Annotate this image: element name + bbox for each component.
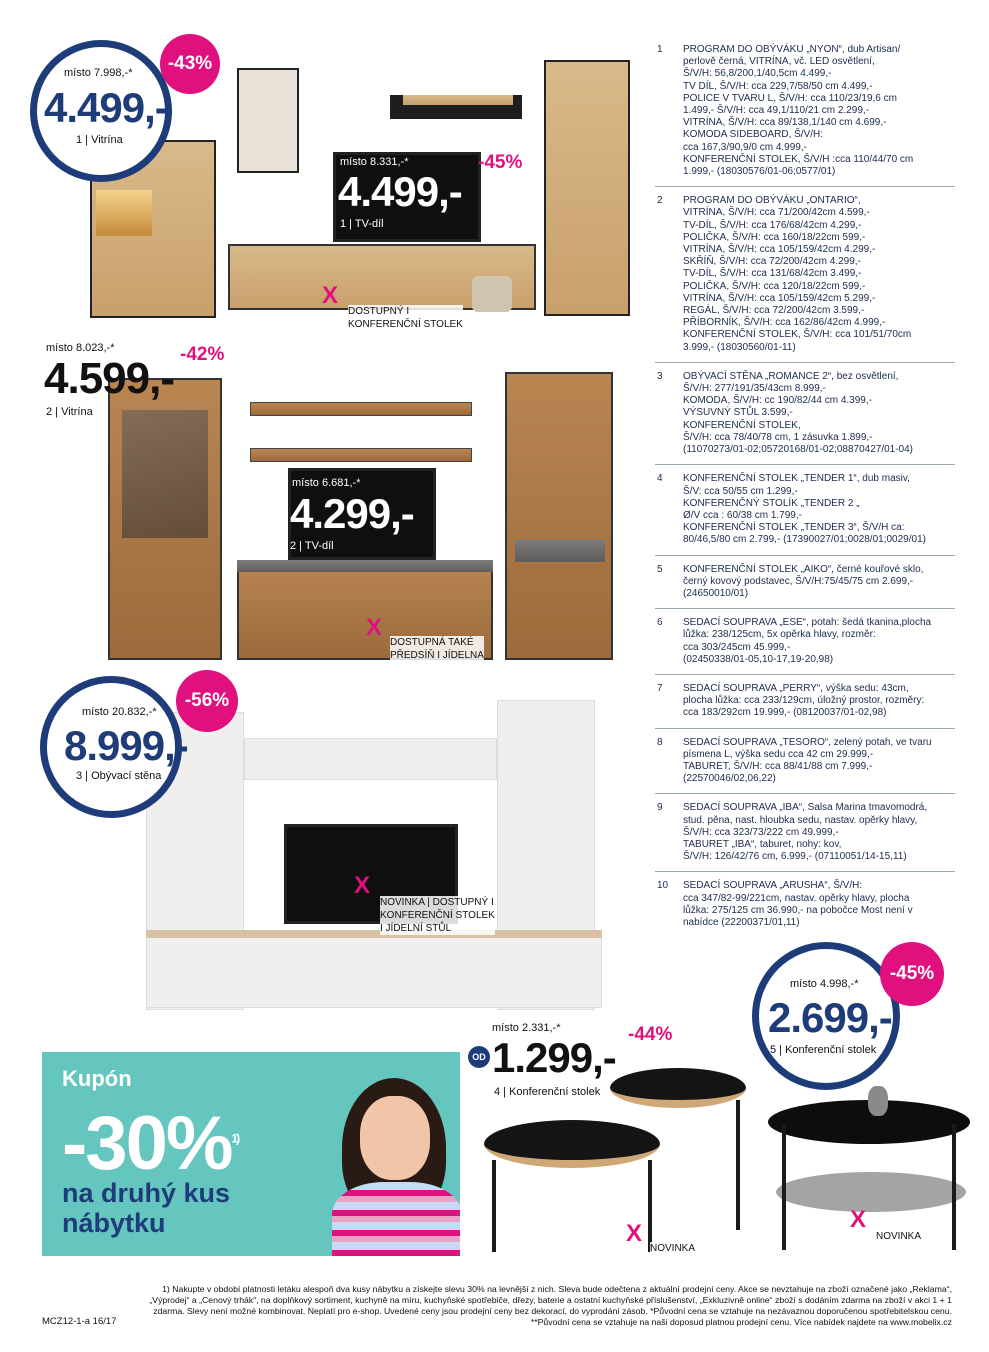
list-item-number: 10 [657, 880, 669, 892]
price-tv1: 4.499,- [338, 168, 462, 215]
aiko-table-shelf [776, 1172, 966, 1212]
price-3: 8.999,- [64, 722, 188, 769]
list-item-line: KONFERENČNÍ STOLEK „AIKO“, černé kouřové sklo, [683, 563, 924, 575]
list-item-line: TV-DÍL, Š/V/H: cca 131/68/42cm 3.499,- [683, 268, 862, 280]
list-item-line: cca 303/245cm 45.999,- [683, 641, 791, 653]
aiko-leg-l [782, 1124, 786, 1250]
old-price-1: místo 7.998,-* [64, 67, 133, 79]
caption-2: 2 | Vitrína [46, 406, 93, 418]
list-item-line: OBÝVACÍ STĚNA „ROMANCE 2“, bez osvětlení, [683, 370, 899, 382]
vitrine-glass-small [237, 68, 299, 173]
list-item-number: 8 [657, 736, 663, 748]
old-price-2: místo 8.023,-* [46, 342, 115, 354]
x-marker-2: X [366, 614, 383, 641]
list-item-line: KONFERENČNÍ STOLEK „TENDER 3“, Š/V/H ca: [683, 522, 905, 534]
wall-shelf-top [403, 95, 513, 105]
list-item-line: Š/V/H: 126/42/76 cm, 6.999,- (07110051/14-15,11) [683, 851, 907, 863]
note-1: DOSTUPNÝ I KONFERENČNÍ STOLEK [348, 306, 463, 330]
price-2: 4.599,- [44, 354, 174, 403]
list-item-line: 1.999,- (18030576/01-06;0577/01) [683, 166, 836, 178]
tender-table-small-leg [736, 1100, 740, 1230]
old-price-5: místo 4.998,-* [790, 978, 859, 990]
caption-4: 4 | Konferenční stolek [494, 1086, 601, 1098]
list-item-number: 3 [657, 370, 663, 382]
aiko-vase [868, 1086, 888, 1116]
list-item-line: Š/V: cca 50/55 cm 1.299,- [683, 485, 798, 497]
note-4: NOVINKA [650, 1243, 696, 1254]
old-price-4: místo 2.331,-* [492, 1022, 561, 1034]
tender-table-large-top [484, 1120, 660, 1168]
coupon-banner [42, 1052, 460, 1256]
tender-table-large-leg-r [648, 1160, 652, 1252]
list-item-number: 7 [657, 682, 663, 694]
list-item-line: KONFERENČNÝ STOLÍK „TENDER 2 „ [683, 497, 860, 509]
tender-table-large-leg-l [492, 1160, 496, 1252]
x-marker-3: X [354, 872, 371, 899]
list-item-line: TV DÍL, Š/V/H: cca 229,7/58/50 cm 4.499,- [683, 80, 873, 92]
pouf [472, 276, 512, 312]
list-item-line: perlově černá, VITRÍNA, vč. LED osvětlení, [683, 56, 875, 68]
old-price-3: místo 20.832,-* [82, 706, 157, 718]
list-item-line: (11070273/01-02;05720168/01-02;08870427/01-04) [683, 444, 914, 456]
list-item-line: lůžka: 275/125 cm 36.990,- na pobočce Most není v [683, 904, 913, 916]
price-1: 4.499,- [44, 84, 168, 131]
price-4: 1.299,- [492, 1034, 616, 1081]
od-badge: OD [468, 1046, 490, 1068]
caption-tv1: 1 | TV-díl [340, 218, 384, 230]
list-item-line: 80/46,5/80 cm 2.799,- (17390027/01;0028/01;0029/01) [683, 534, 926, 546]
shelf-top [250, 402, 472, 416]
tall-cabinet-right [544, 60, 630, 316]
x-marker-1: X [322, 282, 339, 309]
list-item-line: REGÁL, Š/V/H: cca 72/200/42cm 3.599,- [683, 305, 865, 317]
list-item-line: SEDACÍ SOUPRAVA „IBA“, Salsa Marina tmavomodrá, [683, 802, 928, 814]
caption-3: 3 | Obývací stěna [76, 770, 162, 782]
list-item-line: SKŘÍŇ, Š/V/H: cca 72/200/42cm 4.299,- [683, 256, 861, 268]
list-item-number: 6 [657, 617, 663, 629]
woman-face [360, 1096, 430, 1180]
list-item [655, 44, 955, 187]
woman-sweater [332, 1182, 460, 1256]
footer-disclaimer: 1) Nakupte v období platnosti letáku alespoň dva kusy nábytku a získejte slevu 30% na levnější z nich. Sleva bude odečtena z aktuální prodejní ceny. Akce se nevztahuje na zboží označené jako „Reklama“, „Výprodej“ a „Cenový trhák“, na doplňkový sortiment, kuchyně na míru, kuchyňské spotřebiče, dřezy, baterie a ostatní kuchyňské příslušenství, „Exkluzivně online“ zboží s dodáním zdarma na zboží v akci 1 + 1 zdarma. Slevy není možné kombinovat. Neplatí pro e-shop. Uvedené ceny jsou prodejní ceny bez dekorací, do vyprodání zásob. *Původní cena se vztahuje na nezávaznou doporučenou spotřebitelskou cenu. **Původní cena se vztahuje na naši doposud platnou prodejní cenu. Více nabídek najdete na www.mobelix.cz [149, 1284, 952, 1327]
price-tv2: 4.299,- [290, 490, 414, 537]
discount-badge-5: -45% [880, 942, 944, 1006]
list-item-number: 2 [657, 195, 663, 207]
list-item-line: POLIČKA, Š/V/H: cca 120/18/22cm 599,- [683, 280, 866, 292]
list-item [655, 473, 955, 555]
list-item-line: SEDACÍ SOUPRAVA „ARUSHA“, Š/V/H: [683, 880, 863, 892]
list-item-line: TABURET, Š/V/H: cca 88/41/88 cm 7.999,- [683, 760, 873, 772]
list-item-line: cca 183/292cm 19.999,- (08120037/01-02,98) [683, 707, 887, 719]
list-item-line: SEDACÍ SOUPRAVA „PERRY“, výška sedu: 43cm, [683, 682, 909, 694]
list-item-line: VITRÍNA, Š/V/H: cca 71/200/42cm 4.599,- [683, 207, 870, 219]
note-5: NOVINKA [876, 1231, 922, 1242]
vitrine-left-light [96, 190, 152, 236]
old-price-tv2: místo 6.681,-* [292, 477, 361, 489]
list-item [655, 195, 955, 363]
list-item-line: SEDACÍ SOUPRAVA „TESORO“, zelený potah, ve tvaru [683, 736, 932, 748]
tender-table-small-top [610, 1068, 746, 1108]
tv-unit-2-top [237, 560, 493, 572]
list-item-line: Š/V/H: cca 78/40/78 cm, 1 zásuvka 1.899,- [683, 431, 873, 443]
list-item-line: VITRÍNA, Š/V/H: cca 105/159/42cm 4.299,- [683, 244, 876, 256]
list-item-line: stud. pěna, nast. hloubka sedu, nastav. opěrky hlavy, [683, 814, 918, 826]
x-marker-5: X [850, 1206, 867, 1233]
list-item [655, 737, 955, 795]
list-item-line: písmena L, výška sedu cca 42 cm 29.999,- [683, 748, 874, 760]
list-item-line: lůžka: 238/125cm, 5x opěrka hlavy, rozměr: [683, 629, 876, 641]
product-list [655, 44, 955, 945]
discount-badge-1: -43% [160, 34, 220, 94]
list-item [655, 802, 955, 872]
list-item-line: KOMODA, Š/V/H: cc 190/82/44 cm 4.399,- [683, 395, 872, 407]
old-price-tv1: místo 8.331,-* [340, 156, 409, 168]
list-item-line: VÝSUVNÝ STŮL 3.599,- [683, 407, 793, 419]
romance-bridge [244, 738, 497, 780]
list-item-line: (24650010/01) [683, 587, 749, 599]
list-item [655, 880, 955, 937]
note-2: DOSTUPNÁ TAKÉ PŘEDSÍŇ I JÍDELNA [390, 637, 484, 661]
list-item-line: Š/V/H: cca 323/73/222 cm 49.999,- [683, 826, 839, 838]
shelf-mid [250, 448, 472, 462]
list-item-line: Š/V/H: 56,8/200,1/40,5cm 4.499,- [683, 68, 832, 80]
list-item [655, 371, 955, 465]
list-item-number: 5 [657, 563, 663, 575]
coupon-value: -30%$^{1)}$ [62, 1101, 239, 1186]
list-item-line: 1.499,- Š/V/H: cca 49,1/110/21 cm 2.299,- [683, 105, 870, 117]
list-item [655, 617, 955, 675]
list-item-line: 3.999,- (18030560/01-11) [683, 341, 796, 353]
list-item [655, 683, 955, 729]
list-item-line: černý kovový podstavec, Š/V/H:75/45/75 cm 2.699,- [683, 575, 914, 587]
coupon-title: Kupón [62, 1066, 132, 1091]
list-item-line: POLICE V TVARU L, Š/V/H: cca 110/23/19,6 cm [683, 92, 897, 104]
bookcase-2-drawer [515, 540, 605, 562]
price-5: 2.699,- [768, 994, 892, 1041]
list-item-line: PROGRAM DO OBÝVÁKU „NYON“, dub Artisan/ [683, 44, 901, 55]
list-item-line: plocha lůžka: cca 233/129cm, úložný prostor, rozměry: [683, 695, 925, 707]
aiko-leg-r [952, 1124, 956, 1250]
x-marker-4: X [626, 1220, 643, 1247]
list-item-line: Ø/V cca : 60/38 cm 1.799,- [683, 509, 802, 521]
list-item-line: cca 347/82-99/221cm, nastav. opěrky hlavy, plocha [683, 892, 910, 904]
romance-lowboard-top [146, 930, 602, 938]
list-item-line: KOMODA SIDEBOARD, Š/V/H: [683, 129, 824, 141]
list-item-line: Š/V/H: 277/191/35/43cm 8.999,- [683, 383, 826, 395]
list-item-line: KONFERENČNÍ STOLEK, Š/V/H: cca 101/51/70cm [683, 329, 912, 341]
flyer-code: MCZ12-1-a 16/17 [42, 1316, 117, 1327]
list-item-line: cca 167,3/90,9/0 cm 4.999,- [683, 141, 807, 153]
list-item-line: PŘÍBORNÍK, Š/V/H: cca 162/86/42cm 4.999,- [683, 317, 886, 329]
note-3: NOVINKA | DOSTUPNÝ I KONFERENČNÍ STOLEK I JÍDELNÍ STŮL [380, 897, 495, 934]
caption-tv2: 2 | TV-díl [290, 540, 334, 552]
caption-1: 1 | Vitrína [76, 134, 123, 146]
bookcase-2 [505, 372, 613, 660]
list-item-line: VITRÍNA, Š/V/H: cca 105/159/42cm 5.299,- [683, 292, 876, 304]
list-item-line: (22570046/02,06,22) [683, 773, 776, 785]
list-item-line: POLIČKA, Š/V/H: cca 160/18/22cm 599,- [683, 231, 866, 243]
discount-badge-3: -56% [176, 670, 238, 732]
list-item-line: KONFERENČNÍ STOLEK, Š/V/H :cca 110/44/70 cm [683, 153, 914, 165]
list-item-number: 1 [657, 44, 663, 55]
list-item [655, 564, 955, 610]
list-item-line: PROGRAM DO OBÝVÁKU „ONTARIO“, [683, 195, 861, 207]
list-item-line: KONFERENČNÍ STOLEK, [683, 419, 801, 431]
caption-5: 5 | Konferenční stolek [770, 1044, 877, 1056]
discount-tv1: -45% [478, 152, 523, 173]
list-item-line: nabídce (22200371/01,11) [683, 916, 800, 928]
list-item-line: SEDACÍ SOUPRAVA „ESE“, potah: šedá tkanina,plocha [683, 617, 932, 629]
list-item-number: 9 [657, 802, 663, 814]
vitrine-2-glass [122, 410, 208, 538]
list-item-line: TV-DÍL, Š/V/H: cca 176/68/42cm 4.299,- [683, 219, 862, 231]
romance-lowboard [146, 930, 602, 1008]
discount-2: -42% [180, 344, 225, 365]
list-item-line: (02450338/01-05,10-17,19-20,98) [683, 653, 834, 665]
discount-4: -44% [628, 1024, 673, 1045]
coupon-text: na druhý kus nábytku [62, 1178, 231, 1238]
list-item-line: KONFERENČNÍ STOLEK „TENDER 1“, dub masiv, [683, 473, 910, 485]
list-item-line: VITRÍNA, Š/V/H: cca 89/138,1/140 cm 4.699,- [683, 117, 887, 129]
list-item-number: 4 [657, 473, 663, 485]
list-item-line: TABURET „IBA“, taburet, nohy: kov, [683, 838, 842, 850]
